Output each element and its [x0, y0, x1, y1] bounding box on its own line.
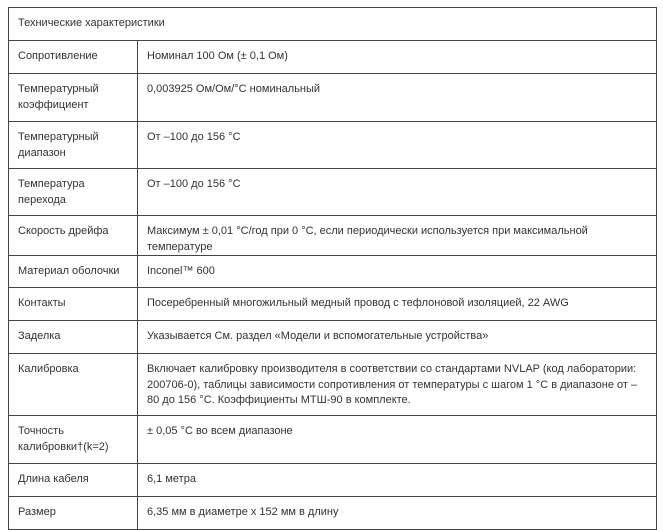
row-label: Контакты: [9, 288, 138, 321]
table-title: Технические характеристики: [9, 8, 657, 41]
table-row: [9, 216, 657, 256]
row-label: Размер: [9, 497, 138, 530]
row-value: 0,003925 Ом/Ом/°С номинальный: [138, 74, 657, 122]
row-value: ± 0,05 °C во всем диапазоне: [138, 416, 657, 464]
table-row: [9, 256, 657, 288]
table-row: [9, 354, 657, 416]
table-row: [9, 288, 657, 321]
row-label: Температура перехода: [9, 169, 138, 216]
row-label: Сопротивление: [9, 41, 138, 74]
table-title-row: [9, 8, 657, 41]
row-label: Точность калибровки†(k=2): [9, 416, 138, 464]
table-row: [9, 497, 657, 530]
table-row: [9, 74, 657, 122]
row-value: 6,1 метра: [138, 464, 657, 497]
row-value: 6,35 мм в диаметре x 152 мм в длину: [138, 497, 657, 530]
table-row: [9, 41, 657, 74]
row-value: Посеребренный многожильный медный провод с тефлоновой изоляцией, 22 AWG: [138, 288, 657, 321]
row-value: Указывается См. раздел «Модели и вспомогательные устройства»: [138, 321, 657, 354]
table-row: [9, 464, 657, 497]
row-value: Включает калибровку производителя в соответствии со стандартами NVLAP (код лаборатории: 200706-0), таблицы зависимости сопротивления от температуры с шагом 1 °C в диапазоне от –80 до 156 °C. Коэффициенты МТШ-90 в комплекте.: [138, 354, 657, 416]
row-value: Максимум ± 0,01 °C/год при 0 °C, если периодически используется при максимальной температуре: [138, 216, 657, 256]
row-label: Температурный коэффициент: [9, 74, 138, 122]
row-label: Скорость дрейфа: [9, 216, 138, 256]
row-label: Температурный диапазон: [9, 122, 138, 169]
row-value: Номинал 100 Ом (± 0,1 Ом): [138, 41, 657, 74]
specifications-table: [8, 7, 657, 530]
row-label: Заделка: [9, 321, 138, 354]
row-label: Материал оболочки: [9, 256, 138, 288]
row-value: От –100 до 156 °C: [138, 169, 657, 216]
row-value: От –100 до 156 °C: [138, 122, 657, 169]
row-label: Калибровка: [9, 354, 138, 416]
table-row: [9, 416, 657, 464]
row-label: Длина кабеля: [9, 464, 138, 497]
table-row: [9, 321, 657, 354]
table-row: [9, 122, 657, 169]
table-row: [9, 169, 657, 216]
row-value: Inconel™ 600: [138, 256, 657, 288]
